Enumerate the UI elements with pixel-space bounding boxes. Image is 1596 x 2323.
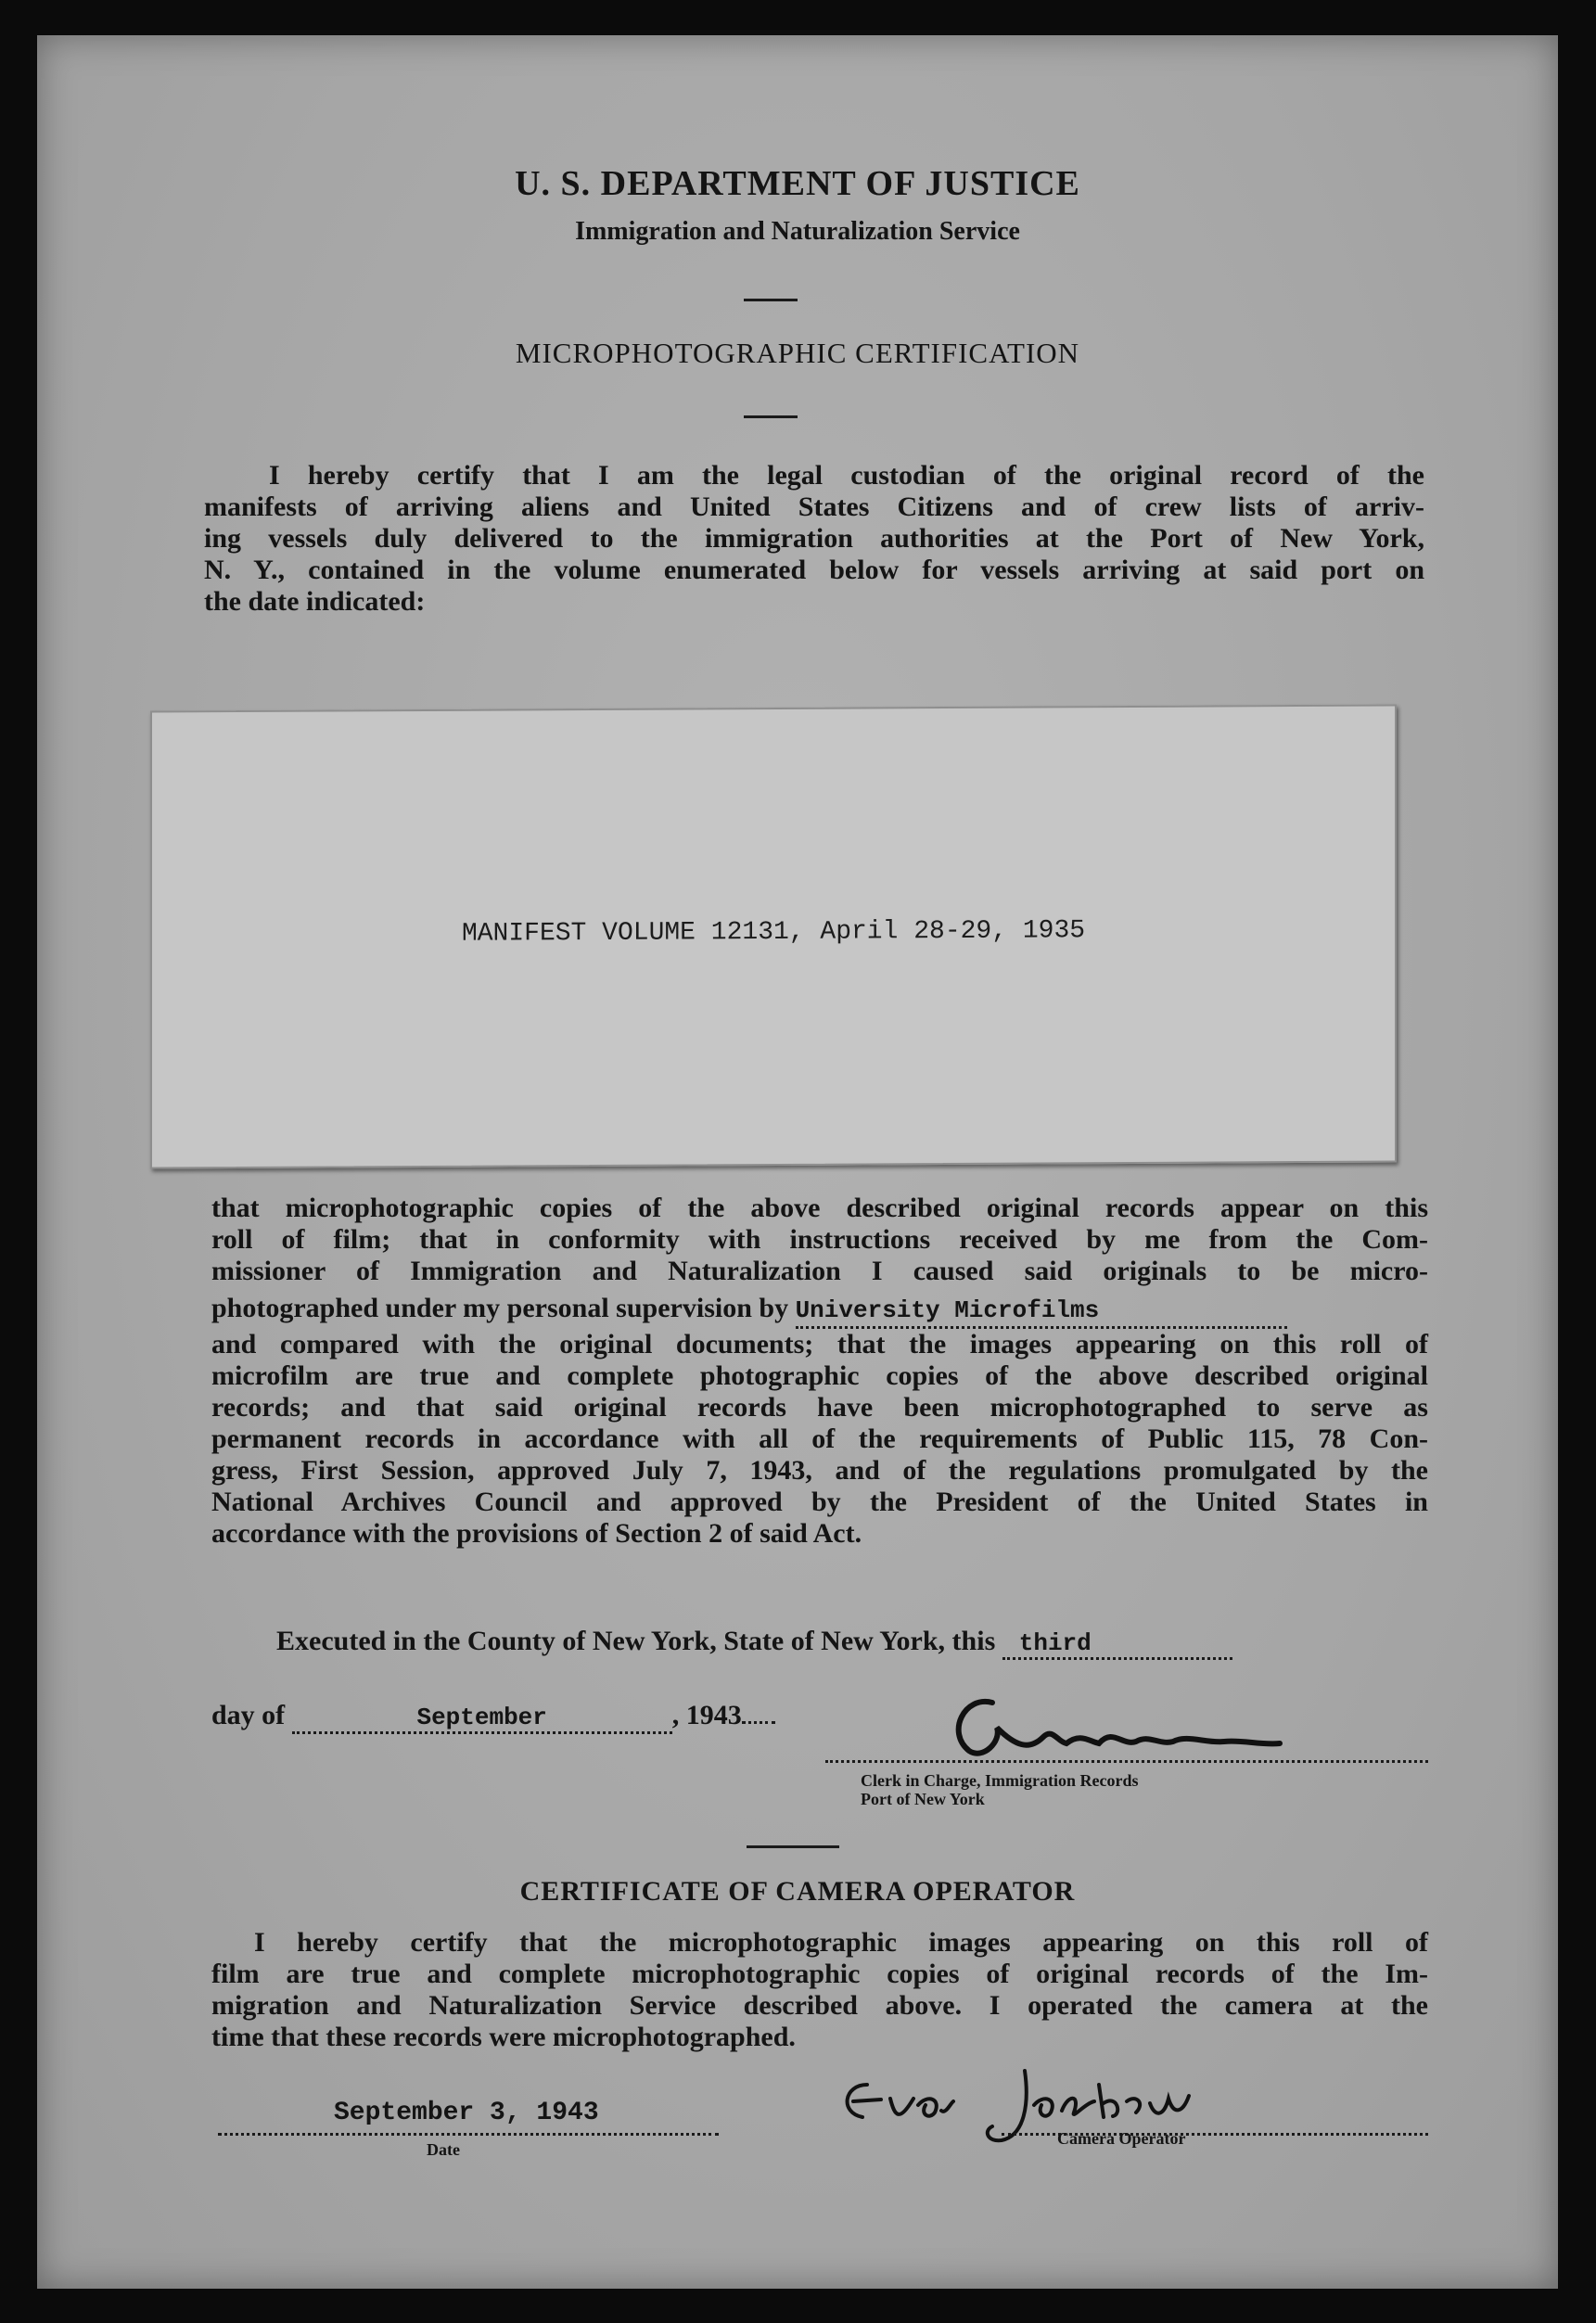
divider-rule <box>747 1845 839 1848</box>
execution-year: , 1943 <box>671 1700 742 1730</box>
body-line: microfilm are true and complete photographic copies of the above described original <box>211 1360 1428 1391</box>
clerk-title <box>861 1771 1138 1808</box>
camera-certificate-title: CERTIFICATE OF CAMERA OPERATOR <box>519 1876 1076 1907</box>
divider-rule <box>744 299 798 301</box>
day-of-line <box>211 1700 775 1734</box>
body-line: roll of film; that in conformity with instructions received by me from the Com- <box>211 1224 1428 1255</box>
execution-month-value: September <box>292 1704 672 1734</box>
camera-line: film are true and complete microphotographic copies of original records of the Im- <box>211 1959 1428 1989</box>
body-line: permanent records in accordance with all of the requirements of Public 115, 78 Con- <box>211 1423 1428 1454</box>
intro-line: ing vessels duly delivered to the immigration authorities at the Port of New York, <box>204 523 1424 554</box>
manifest-volume-slip <box>150 704 1397 1168</box>
body-line: accordance with the provisions of Section 2 of said Act. <box>211 1518 862 1549</box>
camera-date-line <box>218 2133 719 2136</box>
body-paragraph <box>211 1193 1428 1550</box>
camera-paragraph <box>211 1927 1428 2053</box>
camera-line: I hereby certify that the microphotographic images appearing on this roll of <box>254 1927 1428 1958</box>
intro-paragraph <box>204 460 1424 618</box>
clerk-office-line: Port of New York <box>861 1790 985 1808</box>
body-line: gress, First Session, approved July 7, 1943, and of the regulations promulgated by the <box>211 1455 1428 1486</box>
body-line: missioner of Immigration and Naturalization I caused said originals to be micro- <box>211 1256 1428 1286</box>
body-line: that microphotographic copies of the above described original records appear on this <box>211 1193 1428 1223</box>
execution-prefix: Executed in the County of New York, State of New York, this <box>276 1626 996 1656</box>
service-subtitle: Immigration and Naturalization Service <box>575 217 1020 246</box>
certificate-sheet <box>37 35 1558 2289</box>
intro-line: manifests of arriving aliens and United States Citizens and of crew lists of arriv- <box>204 491 1424 522</box>
camera-date-value: September 3, 1943 <box>334 2099 599 2127</box>
execution-day-value: third <box>1002 1629 1232 1660</box>
clerk-title-line: Clerk in Charge, Immigration Records <box>861 1771 1139 1790</box>
manifest-volume-text: MANIFEST VOLUME 12131, April 28-29, 1935 <box>461 916 1086 949</box>
intro-line: the date indicated: <box>204 586 426 617</box>
clerk-signature <box>927 1677 1354 1779</box>
body-line: records; and that said original records have been microphotographed to serve as <box>211 1392 1428 1423</box>
department-title: U. S. DEPARTMENT OF JUSTICE <box>515 164 1080 203</box>
camera-date-label: Date <box>427 2140 460 2159</box>
intro-line: N. Y., contained in the volume enumerated below for vessels arriving at said port on <box>204 555 1424 585</box>
camera-operator-signature <box>825 2048 1252 2159</box>
certification-title: MICROPHOTOGRAPHIC CERTIFICATION <box>515 337 1080 369</box>
supervision-line <box>211 1293 1428 1329</box>
divider-rule <box>744 415 798 418</box>
supervision-value: University Microfilms <box>796 1295 1287 1329</box>
execution-line <box>276 1626 1232 1660</box>
body-line: National Archives Council and approved by the President of the United States in <box>211 1487 1428 1517</box>
supervision-prefix: photographed under my personal supervision by <box>211 1293 789 1323</box>
body-line: and compared with the original documents; that the images appearing on this roll of <box>211 1329 1428 1359</box>
camera-line: time that these records were microphotographed. <box>211 2022 796 2052</box>
camera-operator-label: Camera Operator <box>1057 2129 1186 2148</box>
camera-line: migration and Naturalization Service described above. I operated the camera at the <box>211 1990 1428 2021</box>
day-of-label: day of <box>211 1700 286 1730</box>
clerk-signature-line <box>825 1760 1428 1763</box>
intro-line: I hereby certify that I am the legal custodian of the original record of the <box>269 460 1424 491</box>
